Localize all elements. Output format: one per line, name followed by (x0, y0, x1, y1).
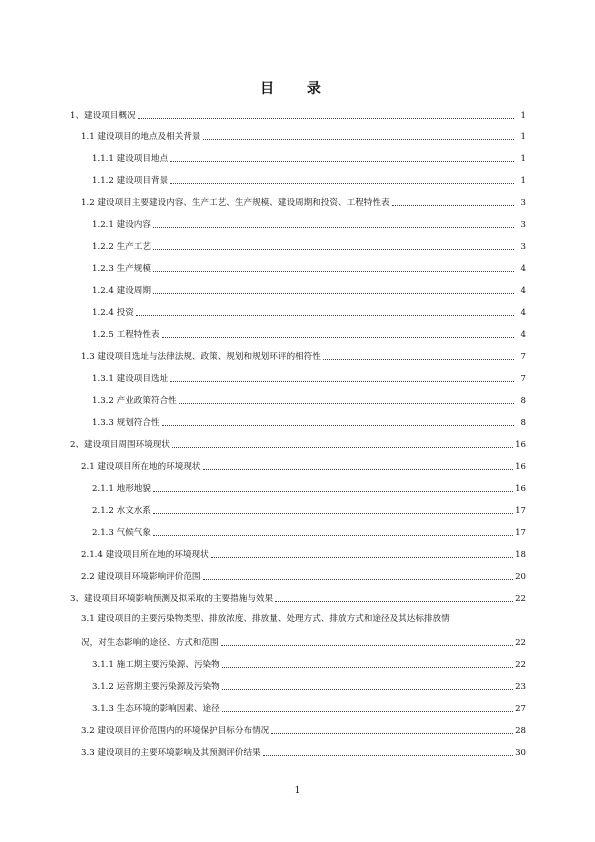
toc-entry[interactable] (70, 701, 526, 715)
leader-dots (323, 359, 514, 360)
leader-dots (153, 249, 514, 250)
toc-entry-page: 30 (515, 748, 526, 758)
toc-entry[interactable] (70, 173, 526, 187)
toc-entry[interactable] (70, 635, 526, 649)
leader-dots (170, 381, 514, 382)
leader-dots (222, 689, 513, 690)
toc-entry-label: 1.2.5 工程特性表 (92, 330, 160, 340)
toc-entry-label: 2.1.1 地形地貌 (92, 484, 151, 494)
toc-entry-page: 4 (520, 286, 526, 296)
toc-entry-page: 16 (515, 484, 526, 494)
toc-entry-page: 16 (515, 440, 526, 450)
toc-entry-page: 17 (515, 506, 526, 516)
leader-dots (162, 425, 514, 426)
leader-dots (392, 205, 514, 206)
toc-entry[interactable] (70, 349, 526, 363)
leader-dots (153, 513, 513, 514)
toc-entry-page: 4 (520, 308, 526, 318)
leader-dots (153, 271, 514, 272)
toc-entry-label: 1.2.4 建设周期 (92, 286, 151, 296)
page-title: 目 录 (260, 81, 335, 97)
toc-entry-page: 20 (515, 572, 526, 582)
toc-entry[interactable] (70, 283, 526, 297)
toc-entry-label: 1.2.4 投资 (92, 308, 134, 318)
toc-entry-label: 况，对生态影响的途径、方式和范围 (81, 638, 219, 648)
toc-entry-wrapped-line[interactable]: 3.1 建设项目的主要污染物类型、排放浓度、排放量、处理方式、排放方式和途径及其达标排放情 (81, 614, 450, 624)
toc-entry-page: 7 (520, 374, 526, 384)
toc-entry[interactable] (70, 129, 526, 143)
toc-entry-page: 7 (520, 352, 526, 362)
toc-entry-label: 2.2 建设项目环境影响评价范围 (81, 572, 201, 582)
toc-entry-label: 1、建设项目概况 (70, 111, 136, 121)
leader-dots (275, 601, 513, 602)
leader-dots (136, 315, 514, 316)
toc-entry-label: 1.2.1 建设内容 (92, 220, 151, 230)
toc-entry-page: 23 (515, 682, 526, 692)
toc-entry-label: 3.1.2 运营期主要污染源及污染物 (92, 682, 220, 692)
toc-entry[interactable] (70, 657, 526, 671)
leader-dots (203, 139, 514, 140)
toc-entry-page: 8 (520, 418, 526, 428)
toc-entry-page: 1 (520, 111, 526, 121)
toc-entry-page: 27 (515, 704, 526, 714)
toc-entry-label: 2.1.4 建设项目所在地的环境现状 (81, 550, 209, 560)
page-number: 1 (294, 786, 301, 796)
leader-dots (162, 337, 514, 338)
toc-entry[interactable] (70, 239, 526, 253)
toc-entry-page: 28 (515, 726, 526, 736)
toc-entry[interactable] (70, 371, 526, 385)
toc-entry-label: 3.1.3 生态环境的影响因素、途径 (92, 704, 220, 714)
toc-entry-page: 8 (520, 396, 526, 406)
toc-entry-label: 3、建设项目环境影响预测及拟采取的主要措施与效果 (70, 594, 274, 604)
leader-dots (222, 711, 513, 712)
toc-entry-label: 3.1.1 施工期主要污染源、污染物 (92, 660, 220, 670)
toc-entry[interactable] (70, 481, 526, 495)
toc-entry-label: 3.3 建设项目的主要环境影响及其预测评价结果 (81, 748, 261, 758)
leader-dots (170, 183, 514, 184)
toc-entry[interactable] (70, 745, 526, 759)
leader-dots (170, 161, 514, 162)
toc-entry-page: 1 (520, 132, 526, 142)
toc-entry-page: 3 (520, 198, 526, 208)
leader-dots (172, 447, 513, 448)
toc-entry[interactable] (70, 437, 526, 451)
leader-dots (138, 118, 514, 119)
toc-entry-label: 1.3.2 产业政策符合性 (92, 396, 177, 406)
toc-entry-label: 1.2 建设项目主要建设内容、生产工艺、生产规模、建设周期和投资、工程特性表 (81, 198, 390, 208)
leader-dots (221, 645, 514, 646)
leader-dots (203, 469, 514, 470)
toc-entry-label: 2.1.2 水文水系 (92, 506, 151, 516)
toc-entry-label: 1.2.3 生产规模 (92, 264, 151, 274)
toc-entry-label: 1.2.2 生产工艺 (92, 242, 151, 252)
toc-entry-label: 1.3.1 建设项目选址 (92, 374, 169, 384)
toc-entry[interactable] (70, 305, 526, 319)
leader-dots (153, 535, 513, 536)
toc-entry-label: 1.3.3 规划符合性 (92, 418, 160, 428)
leader-dots (153, 491, 513, 492)
toc-entry-page: 16 (515, 462, 526, 472)
toc-entry[interactable] (70, 393, 526, 407)
toc-entry-page: 18 (515, 550, 526, 560)
toc-entry[interactable] (70, 261, 526, 275)
toc-entry[interactable] (70, 503, 526, 517)
toc-entry-page: 4 (520, 264, 526, 274)
toc-entry-label: 2.1.3 气候气象 (92, 528, 151, 538)
leader-dots (203, 579, 514, 580)
leader-dots (271, 733, 513, 734)
toc-entry[interactable] (70, 108, 526, 122)
toc-entry-page: 22 (515, 594, 526, 604)
toc-entry-page: 1 (520, 176, 526, 186)
toc-entry-label: 1.1 建设项目的地点及相关背景 (81, 132, 201, 142)
toc-entry-page: 1 (520, 154, 526, 164)
toc-entry-page: 22 (515, 660, 526, 670)
toc-entry[interactable] (70, 547, 526, 561)
toc-entry[interactable] (70, 591, 526, 605)
toc-entry-page: 3 (520, 242, 526, 252)
leader-dots (263, 755, 513, 756)
leader-dots (153, 293, 514, 294)
toc-entry[interactable] (70, 151, 526, 165)
toc-entry[interactable] (70, 525, 526, 539)
toc-entry-label: 1.1.1 建设项目地点 (92, 154, 169, 164)
toc-entry-label: 1.1.2 建设项目背景 (92, 176, 169, 186)
toc-entry-page: 17 (515, 528, 526, 538)
toc-entry[interactable] (70, 459, 526, 473)
toc-entry[interactable] (70, 679, 526, 693)
leader-dots (222, 667, 513, 668)
toc-entry[interactable] (70, 569, 526, 583)
toc-entry-page: 22 (515, 638, 526, 648)
toc-entry[interactable] (70, 217, 526, 231)
toc-entry-label: 3.2 建设项目评价范围内的环境保护目标分布情况 (81, 726, 270, 736)
toc-entry[interactable] (70, 723, 526, 737)
toc-entry[interactable] (70, 415, 526, 429)
toc-entry-label: 2、建设项目周围环境现状 (70, 440, 170, 450)
toc-entry[interactable] (70, 195, 526, 209)
toc-entry-label: 2.1 建设项目所在地的环境现状 (81, 462, 201, 472)
toc-entry-page: 4 (520, 330, 526, 340)
leader-dots (153, 227, 514, 228)
toc-entry[interactable] (70, 327, 526, 341)
toc-entry-page: 3 (520, 220, 526, 230)
leader-dots (211, 557, 513, 558)
leader-dots (179, 403, 514, 404)
toc-entry-label: 1.3 建设项目选址与法律法规、政策、规划和规划环评的相符性 (81, 352, 321, 362)
